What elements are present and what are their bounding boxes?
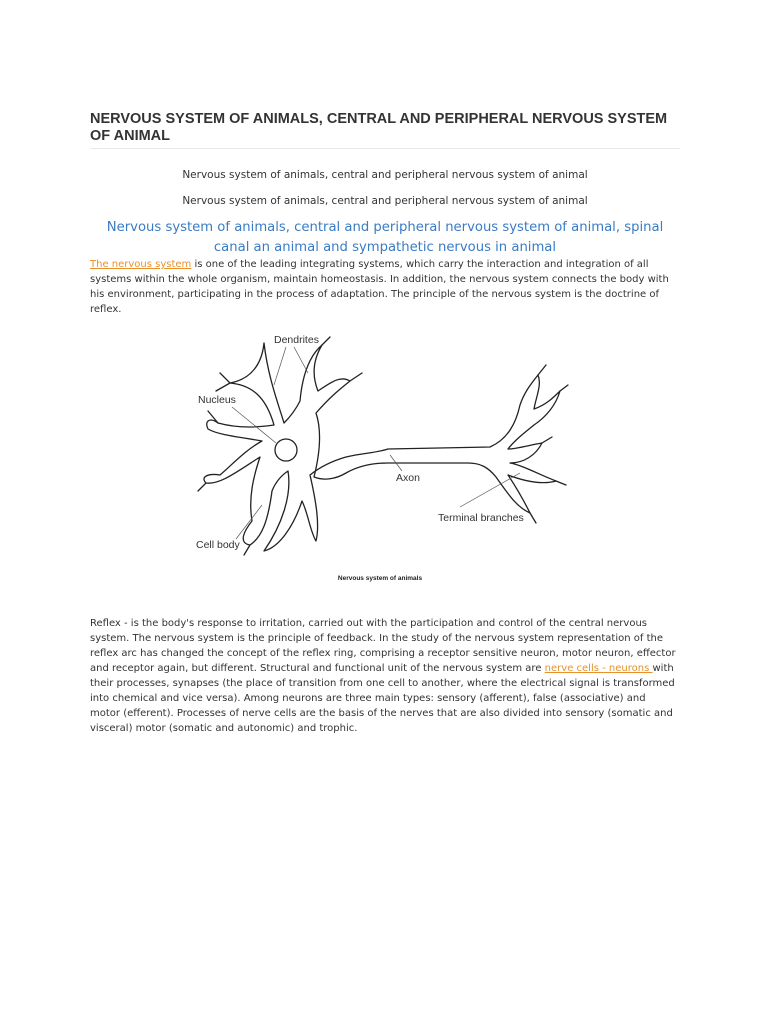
reflex-paragraph-text-2: with their processes, synapses (the place of transition from one cell to another, where the electrical signal is transformed into chemical and vice versa). Among neurons are three main types: sensory (afferent), false (associative) and motor (efferent). Processes of nerve cells are the basis of the nerves that are also divided into sensory (somatic and visceral) motor (somatic and autonomic) and trophic. <box>90 663 675 734</box>
label-nucleus: Nucleus <box>198 394 236 406</box>
page-title: NERVOUS SYSTEM OF ANIMALS, CENTRAL AND PERIPHERAL NERVOUS SYSTEM OF ANIMAL <box>90 111 668 144</box>
intro-paragraph <box>90 257 678 317</box>
label-terminal-branches: Terminal branches <box>438 512 524 524</box>
label-axon: Axon <box>396 472 420 484</box>
reflex-paragraph <box>90 616 678 736</box>
label-leader-lines <box>232 347 520 539</box>
subtitle-line-1: Nervous system of animals, central and peripheral nervous system of animal <box>182 169 588 181</box>
label-cell-body: Cell body <box>196 539 240 551</box>
title-divider <box>90 148 680 149</box>
label-dendrites: Dendrites <box>274 334 319 346</box>
nerve-cells-link[interactable]: nerve cells - neurons <box>544 663 653 674</box>
section-heading: Nervous system of animals, central and peripheral nervous system of animal, spinal canal an animal and sympathetic nervous in animal <box>106 220 664 255</box>
intro-paragraph-text: is one of the leading integrating systems, which carry the interaction and integration of all systems within the whole organism, maintain homeostasis. In addition, the nervous system connects the body with his environment, participating in the process of adaptation. The principle of the nervous system is the doctrine of reflex. <box>90 259 669 315</box>
reflex-paragraph-text-1: Reflex - is the body's response to irritation, carried out with the participation and control of the central nervous system. The nervous system is the principle of feedback. In the study of the nervous system representation of the reflex arc has changed the concept of the reflex ring, comprising a receptor sensitive neuron, motor neuron, effector and receptor again, but different. Structural and functional unit of the nervous system are <box>90 618 676 674</box>
subtitle-line-2: Nervous system of animals, central and peripheral nervous system of animal <box>182 195 588 207</box>
figure-caption: Nervous system of animals <box>337 575 423 582</box>
nervous-system-link[interactable]: The nervous system <box>90 259 192 270</box>
neuron-diagram <box>190 325 570 560</box>
